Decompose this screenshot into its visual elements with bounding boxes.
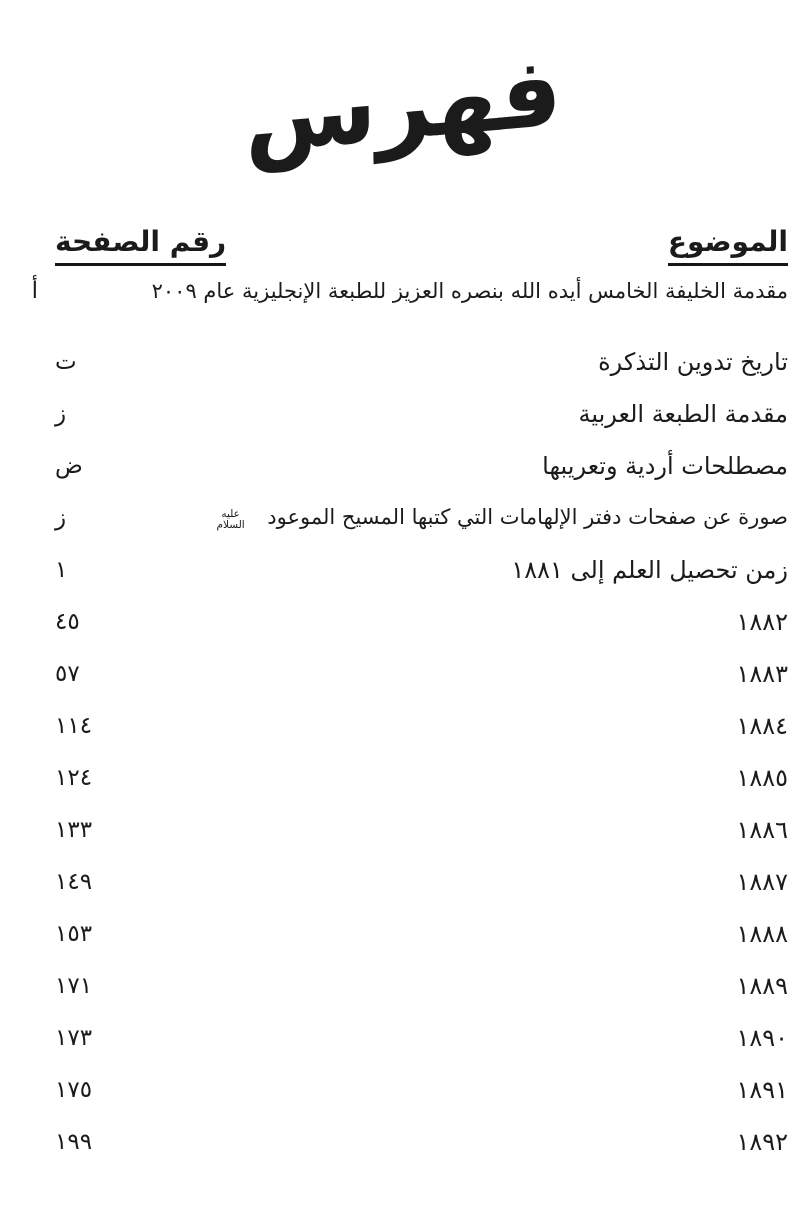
toc-subject-text: ١٨٨٤ (736, 711, 788, 740)
title-area (0, 34, 806, 198)
toc-subject-text: مقدمة الطبعة العربية (578, 399, 788, 428)
toc-subject-text: زمن تحصيل العلم إلى ١٨٨١ (511, 555, 788, 584)
toc-subject-text: ١٨٨٢ (736, 607, 788, 636)
toc-subject (542, 451, 788, 482)
toc-page-number: ١١٤ (55, 713, 93, 740)
toc-row (0, 440, 806, 492)
toc-page-number: ١٢٤ (55, 765, 93, 792)
toc-subject (736, 1023, 788, 1054)
toc-subject-text: مصطلحات أردية وتعريبها (542, 451, 788, 480)
toc-subject (736, 815, 788, 846)
toc-subject-text: ١٨٨٩ (736, 971, 788, 1000)
toc-subject-text: ١٨٩٠ (736, 1023, 788, 1052)
toc-subject-text: تاريخ تدوين التذكرة (598, 347, 788, 376)
toc-subject-text: صورة عن صفحات دفتر الإلهامات التي كتبها المسيح الموعود (267, 505, 788, 530)
toc-row (0, 752, 806, 804)
toc-page-number: ز (55, 505, 67, 532)
toc-subject (736, 1127, 788, 1158)
toc-row (0, 336, 806, 388)
toc-page-number: ز (55, 401, 67, 428)
toc-page-number: ١٣٣ (55, 817, 93, 844)
column-header-subject: الموضوع (668, 226, 788, 266)
toc-row (0, 1012, 806, 1064)
toc-page-number: أ (31, 278, 38, 305)
toc-subject (511, 555, 788, 586)
toc-subject (152, 278, 788, 305)
toc-subject-text: ١٨٨٧ (736, 867, 788, 896)
toc-row (0, 804, 806, 856)
page-title: فهرس (243, 34, 563, 176)
column-header-page-number: رقم الصفحة (55, 226, 226, 266)
toc-subject (736, 763, 788, 794)
toc-subject (736, 607, 788, 638)
toc-row (0, 492, 806, 544)
toc-subject (736, 971, 788, 1002)
toc-page-number: ١ (55, 557, 68, 584)
toc-row (0, 596, 806, 648)
toc-page-number: ١٧٣ (55, 1025, 93, 1052)
toc-page-number: ت (55, 349, 77, 376)
toc-row (0, 544, 806, 596)
toc-subject (736, 867, 788, 898)
toc-subject-text: ١٨٨٣ (736, 659, 788, 688)
toc-subject-text: ١٨٨٦ (736, 815, 788, 844)
toc-row (0, 274, 806, 336)
toc-row (0, 648, 806, 700)
toc-page-number: ٥٧ (55, 661, 80, 688)
toc-subject (736, 711, 788, 742)
toc-row (0, 1116, 806, 1168)
toc-subject (578, 399, 788, 430)
toc-subject (598, 347, 788, 378)
toc-page-number: ٤٥ (55, 609, 80, 636)
toc-subject (736, 1075, 788, 1106)
toc-row (0, 388, 806, 440)
toc-page-number: ١٥٣ (55, 921, 93, 948)
toc-page-number: ١٤٩ (55, 869, 93, 896)
toc-page-number: ض (55, 453, 83, 480)
toc-page-number: ١٩٩ (55, 1129, 93, 1156)
toc-page-number: ١٧٥ (55, 1077, 93, 1104)
toc-subject-text: ١٨٩١ (736, 1075, 788, 1104)
toc-subject (209, 504, 788, 532)
honorific-mark: عليه السلام (216, 507, 245, 532)
toc-list (0, 274, 806, 1168)
toc-subject-text: ١٨٨٨ (736, 919, 788, 948)
toc-row (0, 908, 806, 960)
toc-row (0, 856, 806, 908)
toc-row (0, 700, 806, 752)
toc-column-headers (0, 226, 806, 266)
toc-page-number: ١٧١ (55, 973, 93, 1000)
toc-subject (736, 919, 788, 950)
toc-row (0, 960, 806, 1012)
toc-subject-text: ١٨٨٥ (736, 763, 788, 792)
toc-subject-text: مقدمة الخليفة الخامس أيده الله بنصره العزيز للطبعة الإنجليزية عام ٢٠٠٩ (151, 279, 788, 304)
toc-subject (736, 659, 788, 690)
toc-row (0, 1064, 806, 1116)
toc-subject-text: ١٨٩٢ (736, 1127, 788, 1156)
